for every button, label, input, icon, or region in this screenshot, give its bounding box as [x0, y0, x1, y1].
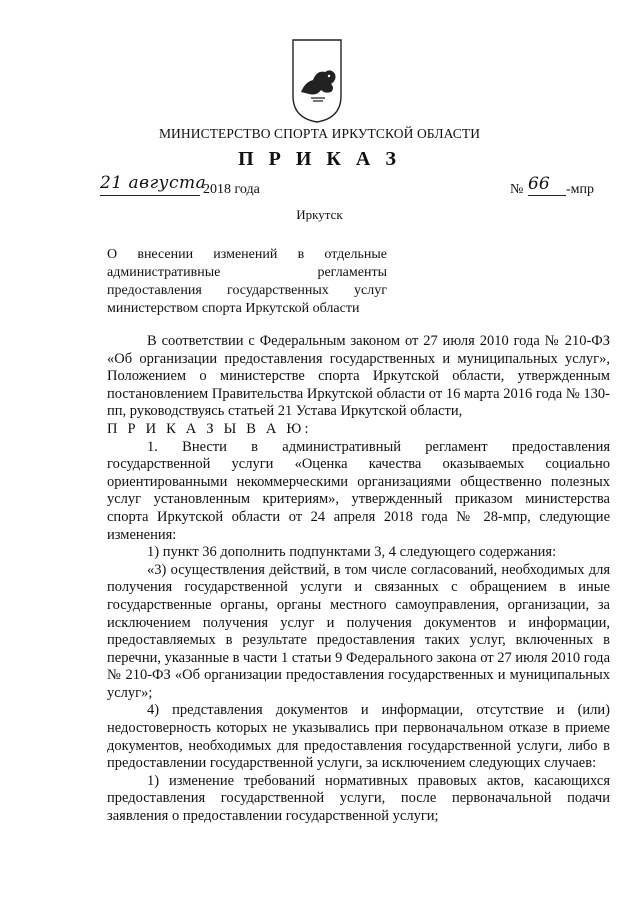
order-number-prefix: № — [510, 182, 524, 197]
item-1-paragraph: 1. Внести в административный регламент предоставления государственной услуги «Оценка качества оказываемых социально ориентированными некоммерческими организациями общественно полезных услуг установленным критериям», утвержденный приказом министерства спорта Иркутской области от 24 апреля 2018 года № 28-мпр, следующие изменения: — [107, 438, 610, 543]
date-underline — [100, 195, 200, 196]
document-title: П Р И К А З — [238, 148, 401, 170]
preamble-paragraph: В соответствии с Федеральным законом от 27 июля 2010 года № 210-ФЗ «Об организации предоставления государственных и муниципальных услуг», Положением о министерстве спорта Иркутской области, утвержденным постановлением Правительства Иркутской области от 16 марта 2016 года № 130-пп, руководствуясь статьей 21 Устава Иркутской области, — [107, 333, 610, 420]
subitem-3-paragraph: «3) осуществления действий, в том числе согласований, необходимых для получения государственной услуги и связанных с обращением в иные государственные органы, органы местного самоуправления, организации, за исключением получения услуг и получения документов и информации, предоставляемых в результате предоставления таких услуг, включенных в перечни, указанные в части 1 статьи 9 Федерального закона от 27 июля 2010 года № 210-ФЗ «Об организации предоставления государственных и муниципальных услуг»; — [107, 561, 610, 701]
order-number-suffix: -мпр — [566, 182, 595, 197]
order-body — [107, 333, 610, 826]
city-name: Иркутск — [296, 207, 343, 222]
subitem-1-paragraph: 1) пункт 36 дополнить подпунктами 3, 4 следующего содержания: — [147, 544, 557, 561]
handwritten-order-number: 66 — [528, 174, 550, 194]
handwritten-date: 21 августа — [100, 173, 207, 193]
ministry-name: МИНИСТЕРСТВО СПОРТА ИРКУТСКОЙ ОБЛАСТИ — [158, 126, 481, 141]
number-underline — [528, 195, 566, 196]
date-year: 2018 года — [203, 182, 260, 197]
subitem-4-1-paragraph: 1) изменение требований нормативных правовых актов, касающихся предоставления государственной услуги, после первоначальной подачи заявления о предоставлении государственной услуги; — [107, 772, 610, 825]
order-directive-word: П Р И К А З Ы В А Ю: — [107, 420, 312, 437]
coat-of-arms-emblem — [291, 38, 343, 124]
subitem-4-paragraph: 4) представления документов и информации, отсутствие и (или) недостоверность которых не указывались при первоначальном отказе в приеме документов, необходимых для предоставления государственной услуги, либо в предоставлении государственной услуги, за исключением следующих случаев: — [107, 702, 610, 772]
order-subject: О внесении изменений в отдельные административные регламенты предоставления государственных услуг министерством спорта Иркутской области — [107, 247, 387, 316]
